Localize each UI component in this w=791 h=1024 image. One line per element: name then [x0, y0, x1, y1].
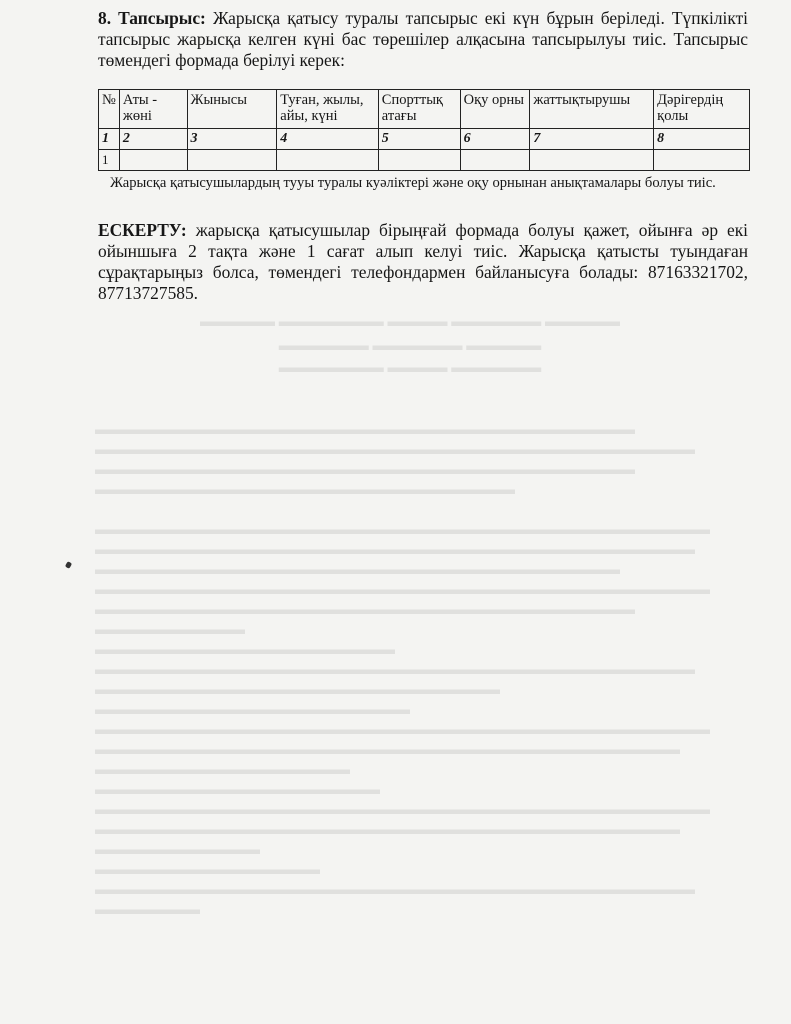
- table-cell: 1: [99, 150, 120, 171]
- table-cell: [654, 150, 750, 171]
- application-form-table: [98, 89, 750, 171]
- table-cell: 6: [460, 129, 530, 150]
- table-header-cell: Жынысы: [187, 90, 277, 129]
- table-cell: [119, 150, 187, 171]
- table-cell: [460, 150, 530, 171]
- table-cell: [187, 150, 277, 171]
- table-cell: 4: [277, 129, 378, 150]
- table-header-row: [99, 90, 750, 129]
- table-header-cell: жаттықтырушы: [530, 90, 654, 129]
- table-cell: [530, 150, 654, 171]
- table-cell: [378, 150, 460, 171]
- warning-paragraph: [98, 220, 748, 304]
- table-cell: 2: [119, 129, 187, 150]
- table-cell: 7: [530, 129, 654, 150]
- documents-note: Жарысқа қатысушылардың тууы туралы куәліктері және оқу орнынан анықтамалары болуы тиіс.: [110, 175, 716, 191]
- table-cell: [277, 150, 378, 171]
- bleed-through-text: ▬▬▬▬▬▬▬▬▬▬▬▬▬▬▬▬▬▬▬▬▬▬▬▬▬▬▬▬▬▬▬▬▬▬▬▬ ▬▬▬▬▬▬▬▬▬▬▬▬▬▬▬▬▬▬▬▬▬▬▬▬▬▬▬▬▬▬▬▬▬▬▬▬▬▬▬▬ ▬▬▬▬▬▬▬▬▬▬▬▬▬▬▬▬▬▬▬▬▬▬▬▬▬▬▬▬▬▬▬▬▬▬▬▬ ▬▬▬▬▬▬▬▬▬▬▬▬▬▬▬▬▬▬▬▬▬▬▬▬▬▬▬▬ ▬▬▬▬▬▬▬▬▬▬▬▬▬▬▬▬▬▬▬▬▬▬▬▬▬▬▬▬▬▬▬▬▬▬▬▬▬▬▬▬▬ ▬▬▬▬▬▬▬▬▬▬▬▬▬▬▬▬▬▬▬▬▬▬▬▬▬▬▬▬▬▬▬▬▬▬▬▬▬▬▬▬ ▬▬▬▬▬▬▬▬▬▬▬▬▬▬▬▬▬▬▬▬▬▬▬▬▬▬▬▬▬▬▬▬▬▬▬ ▬▬▬▬▬▬▬▬▬▬▬▬▬▬▬▬▬▬▬▬▬▬▬▬▬▬▬▬▬▬▬▬▬▬▬▬▬▬▬▬▬ ▬▬▬▬▬▬▬▬▬▬▬▬▬▬▬▬▬▬▬▬▬▬▬▬▬▬▬▬▬▬▬▬▬▬▬▬ ▬▬▬▬▬▬▬▬▬▬ ▬▬▬▬▬▬▬▬▬▬▬▬▬▬▬▬▬▬▬▬ ▬▬▬▬▬▬▬▬▬▬▬▬▬▬▬▬▬▬▬▬▬▬▬▬▬▬▬▬▬▬▬▬▬▬▬▬▬▬▬▬ ▬▬▬▬▬▬▬▬▬▬▬▬▬▬▬▬▬▬▬▬▬▬▬▬▬▬▬ ▬▬▬▬▬▬▬▬▬▬▬▬▬▬▬▬▬▬▬▬▬ ▬▬▬▬▬▬▬▬▬▬▬▬▬▬▬▬▬▬▬▬▬▬▬▬▬▬▬▬▬▬▬▬▬▬▬▬▬▬▬▬▬ ▬▬▬▬▬▬▬▬▬▬▬▬▬▬▬▬▬▬▬▬▬▬▬▬▬▬▬▬▬▬▬▬▬▬▬▬▬▬▬ ▬▬▬▬▬▬▬▬▬▬▬▬▬▬▬▬▬ ▬▬▬▬▬▬▬▬▬▬▬▬▬▬▬▬▬▬▬ ▬▬▬▬▬▬▬▬▬▬▬▬▬▬▬▬▬▬▬▬▬▬▬▬▬▬▬▬▬▬▬▬▬▬▬▬▬▬▬▬▬ ▬▬▬▬▬▬▬▬▬▬▬▬▬▬▬▬▬▬▬▬▬▬▬▬▬▬▬▬▬▬▬▬▬▬▬▬▬▬▬ ▬▬▬▬▬▬▬▬▬▬▬ ▬▬▬▬▬▬▬▬▬▬▬▬▬▬▬ ▬▬▬▬▬▬▬▬▬▬▬▬▬▬▬▬▬▬▬▬▬▬▬▬▬▬▬▬▬▬▬▬▬▬▬▬▬▬▬▬ ▬▬▬▬▬▬▬: [95, 422, 710, 918]
- bleed-through-text: ▬▬▬▬▬▬ ▬▬▬▬▬▬ ▬▬▬▬▬: [278, 338, 542, 354]
- table-header-cell: Туған, жылы, айы, күні: [277, 90, 378, 129]
- table-cell: 1: [99, 129, 120, 150]
- table-number-row: [99, 129, 750, 150]
- table-row: [99, 150, 750, 171]
- table-header-cell: Дәрігердің қолы: [654, 90, 750, 129]
- bleed-through-text: ▬▬▬▬▬▬▬ ▬▬▬▬ ▬▬▬▬▬▬: [278, 360, 542, 376]
- table-cell: 5: [378, 129, 460, 150]
- table-header-cell: Аты - жөні: [119, 90, 187, 129]
- table-header-cell: Оқу орны: [460, 90, 530, 129]
- warning-text: жарысқа қатысушылар бірыңғай формада болуы қажет, ойынға әр екі ойыншыға 2 тақта және 1 сағат алып келуі тиіс. Жарысқа қатысты туындаған сұрақтарыңыз болса, төмендегі телефондармен байланысуға болады: 87163321702, 87713727585.: [98, 220, 748, 303]
- section-heading: 8. Тапсырыс:: [98, 8, 206, 28]
- bleed-through-text: ▬▬▬▬▬ ▬▬▬▬▬▬▬ ▬▬▬▬ ▬▬▬▬▬▬ ▬▬▬▬▬: [200, 314, 620, 330]
- table-cell: 8: [654, 129, 750, 150]
- table-header-cell: №: [99, 90, 120, 129]
- section-8-paragraph: [98, 8, 748, 71]
- section-text: Жарысқа қатысу туралы тапсырыс екі күн бұрын беріледі. Түпкілікті тапсырыс жарысқа келген күні бас төрешілер алқасына тапсырылуы тиіс. Тапсырыс төмендегі формада берілуі керек:: [98, 8, 748, 70]
- warning-label: ЕСКЕРТУ:: [98, 220, 187, 240]
- table-cell: 3: [187, 129, 277, 150]
- table-header-cell: Спорттық атағы: [378, 90, 460, 129]
- ink-speck: [65, 561, 72, 569]
